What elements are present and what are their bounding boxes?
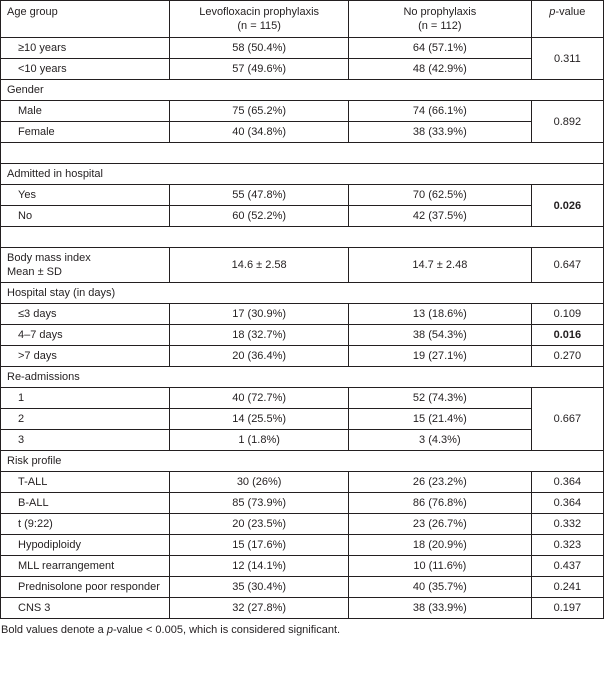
table-row [1, 248, 604, 283]
table-row [1, 38, 604, 59]
row-label: 2 [1, 409, 170, 430]
section-title: Re-admissions [1, 367, 604, 388]
table-row [1, 388, 604, 409]
levofloxacin-value: 40 (72.7%) [170, 388, 349, 409]
no-prophylaxis-value: 26 (23.2%) [348, 472, 531, 493]
p-value: 0.647 [531, 248, 603, 283]
no-prophylaxis-value: 74 (66.1%) [348, 101, 531, 122]
p-value: 0.437 [531, 556, 603, 577]
p-value-significant: 0.026 [531, 185, 603, 227]
p-value: 0.270 [531, 346, 603, 367]
row-label: T-ALL [1, 472, 170, 493]
footnote-after: -value < 0.005, which is considered significant. [112, 624, 341, 636]
header-levofloxacin-n: (n = 115) [237, 20, 281, 32]
row-label: Male [1, 101, 170, 122]
levofloxacin-value: 55 (47.8%) [170, 185, 349, 206]
spacer-cell [1, 143, 604, 164]
levofloxacin-value: 75 (65.2%) [170, 101, 349, 122]
section-title: Admitted in hospital [1, 164, 604, 185]
levofloxacin-value: 14.6 ± 2.58 [170, 248, 349, 283]
no-prophylaxis-value: 38 (54.3%) [348, 325, 531, 346]
table-row [1, 430, 604, 451]
table-footnote [0, 619, 605, 641]
levofloxacin-value: 18 (32.7%) [170, 325, 349, 346]
row-label: Female [1, 122, 170, 143]
table-row [1, 101, 604, 122]
p-value: 0.332 [531, 514, 603, 535]
table-row [1, 577, 604, 598]
footnote-p-italic: p [106, 624, 113, 636]
section-row [1, 164, 604, 185]
bmi-label-line2: Mean ± SD [7, 266, 62, 278]
footnote-before: Bold values denote a [1, 624, 107, 636]
no-prophylaxis-value: 38 (33.9%) [348, 122, 531, 143]
section-row [1, 451, 604, 472]
row-label: <10 years [1, 59, 170, 80]
no-prophylaxis-value: 42 (37.5%) [348, 206, 531, 227]
header-no-prophylaxis-title: No prophylaxis [403, 6, 477, 18]
spacer-cell [1, 227, 604, 248]
row-label: CNS 3 [1, 598, 170, 619]
levofloxacin-value: 32 (27.8%) [170, 598, 349, 619]
table-row [1, 409, 604, 430]
no-prophylaxis-value: 64 (57.1%) [348, 38, 531, 59]
header-levofloxacin [170, 1, 349, 38]
no-prophylaxis-value: 13 (18.6%) [348, 304, 531, 325]
p-value: 0.892 [531, 101, 603, 143]
p-value: 0.109 [531, 304, 603, 325]
table-row [1, 472, 604, 493]
table-row [1, 598, 604, 619]
table-row [1, 556, 604, 577]
table-row [1, 514, 604, 535]
levofloxacin-value: 1 (1.8%) [170, 430, 349, 451]
p-value: 0.364 [531, 472, 603, 493]
table-row [1, 122, 604, 143]
header-p-italic: p [549, 6, 556, 18]
header-no-prophylaxis-n: (n = 112) [418, 20, 462, 32]
table-row [1, 325, 604, 346]
levofloxacin-value: 20 (23.5%) [170, 514, 349, 535]
levofloxacin-value: 17 (30.9%) [170, 304, 349, 325]
table-row [1, 59, 604, 80]
p-value: 0.323 [531, 535, 603, 556]
p-value: 0.197 [531, 598, 603, 619]
row-label: B-ALL [1, 493, 170, 514]
header-p-rest: -value [555, 6, 586, 18]
no-prophylaxis-value: 3 (4.3%) [348, 430, 531, 451]
p-value: 0.667 [531, 388, 603, 451]
row-label: >7 days [1, 346, 170, 367]
no-prophylaxis-value: 19 (27.1%) [348, 346, 531, 367]
p-value-significant: 0.016 [531, 325, 603, 346]
row-label: MLL rearrangement [1, 556, 170, 577]
section-title: Hospital stay (in days) [1, 283, 604, 304]
levofloxacin-value: 12 (14.1%) [170, 556, 349, 577]
section-row [1, 367, 604, 388]
p-value: 0.364 [531, 493, 603, 514]
p-value: 0.311 [531, 38, 603, 80]
table-row [1, 206, 604, 227]
section-row [1, 283, 604, 304]
levofloxacin-value: 15 (17.6%) [170, 535, 349, 556]
row-label: t (9:22) [1, 514, 170, 535]
levofloxacin-value: 85 (73.9%) [170, 493, 349, 514]
no-prophylaxis-value: 40 (35.7%) [348, 577, 531, 598]
header-no-prophylaxis [348, 1, 531, 38]
row-label: Hypodiploidy [1, 535, 170, 556]
levofloxacin-value: 30 (26%) [170, 472, 349, 493]
levofloxacin-value: 20 (36.4%) [170, 346, 349, 367]
section-title: Risk profile [1, 451, 604, 472]
no-prophylaxis-value: 52 (74.3%) [348, 388, 531, 409]
header-p-value [531, 1, 603, 38]
levofloxacin-value: 35 (30.4%) [170, 577, 349, 598]
table-row [1, 304, 604, 325]
levofloxacin-value: 58 (50.4%) [170, 38, 349, 59]
row-label: ≤3 days [1, 304, 170, 325]
row-label: No [1, 206, 170, 227]
no-prophylaxis-value: 15 (21.4%) [348, 409, 531, 430]
levofloxacin-value: 14 (25.5%) [170, 409, 349, 430]
row-label: 3 [1, 430, 170, 451]
no-prophylaxis-value: 70 (62.5%) [348, 185, 531, 206]
row-label: 4–7 days [1, 325, 170, 346]
spacer-row [1, 143, 604, 164]
table-row [1, 535, 604, 556]
row-label: Yes [1, 185, 170, 206]
table-row [1, 346, 604, 367]
no-prophylaxis-value: 23 (26.7%) [348, 514, 531, 535]
section-row [1, 80, 604, 101]
no-prophylaxis-value: 86 (76.8%) [348, 493, 531, 514]
levofloxacin-value: 40 (34.8%) [170, 122, 349, 143]
no-prophylaxis-value: 38 (33.9%) [348, 598, 531, 619]
bmi-label [1, 248, 170, 283]
table-row [1, 493, 604, 514]
row-label: ≥10 years [1, 38, 170, 59]
no-prophylaxis-value: 18 (20.9%) [348, 535, 531, 556]
section-title: Gender [1, 80, 604, 101]
no-prophylaxis-value: 14.7 ± 2.48 [348, 248, 531, 283]
table-row [1, 185, 604, 206]
levofloxacin-value: 60 (52.2%) [170, 206, 349, 227]
bmi-label-line1: Body mass index [7, 252, 91, 264]
p-value: 0.241 [531, 577, 603, 598]
no-prophylaxis-value: 10 (11.6%) [348, 556, 531, 577]
spacer-row [1, 227, 604, 248]
levofloxacin-value: 57 (49.6%) [170, 59, 349, 80]
row-label: 1 [1, 388, 170, 409]
row-label: Prednisolone poor responder [1, 577, 170, 598]
header-levofloxacin-title: Levofloxacin prophylaxis [199, 6, 320, 18]
header-row [1, 1, 604, 38]
header-age-group: Age group [1, 1, 170, 38]
no-prophylaxis-value: 48 (42.9%) [348, 59, 531, 80]
